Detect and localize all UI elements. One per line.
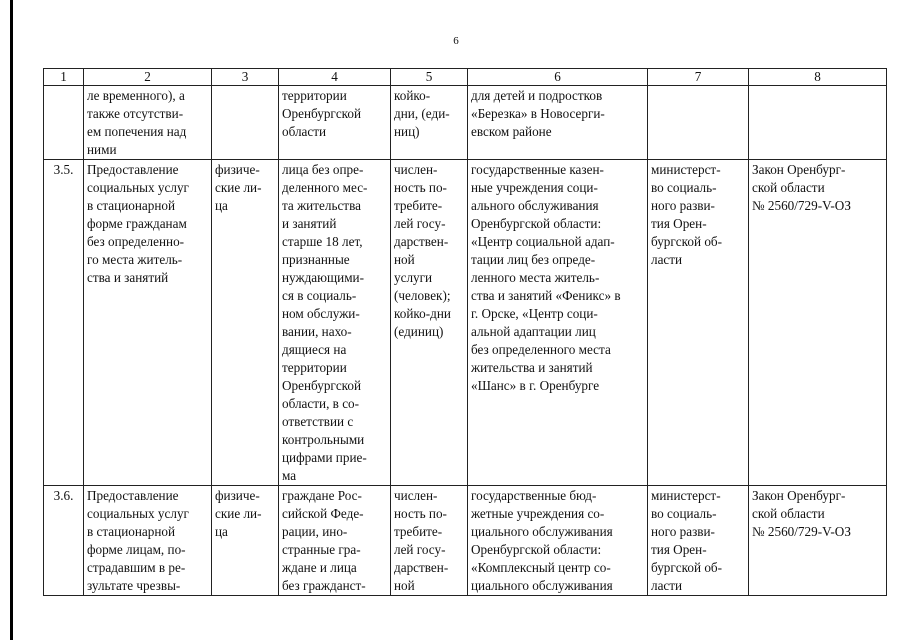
table-row-3-6 [44,486,887,596]
column-header: 5 [391,69,468,86]
table-cell-law: Закон Оренбург- ской области № 2560/729-V-ОЗ [749,486,887,596]
table-cell-recipients: физиче- ские ли- ца [212,160,279,486]
table-cell-recipients [212,86,279,160]
table-cell-recipients: физиче- ские ли- ца [212,486,279,596]
table-cell-number: 3.6. [44,486,84,596]
table-cell-law: Закон Оренбург- ской области № 2560/729-V-ОЗ [749,160,887,486]
table-cell-indicator: числен- ность по- требите- лей госу- дарствен- ной [391,486,468,596]
column-header: 6 [468,69,648,86]
column-header: 1 [44,69,84,86]
table-cell-institutions: государственные бюд- жетные учреждения со- циального обслуживания Оренбургской области: «Комплексный центр со- циального обслуживания [468,486,648,596]
column-header: 8 [749,69,887,86]
table-cell-institutions: для детей и подростков «Березка» в Новосерги- евском районе [468,86,648,160]
column-header: 4 [279,69,391,86]
table-cell-number [44,86,84,160]
table-cell-authority: министерст- во социаль- ного разви- тия Орен- бургской об- ласти [648,486,749,596]
column-header: 7 [648,69,749,86]
table-cell-category: граждане Рос- сийской Феде- рации, ино- странные гра- ждане и лица без гражданст- [279,486,391,596]
table-row-continuation [44,86,887,160]
table-row-3-5 [44,160,887,486]
page-number: 6 [453,35,459,47]
column-header: 2 [84,69,212,86]
table-cell-law [749,86,887,160]
table-cell-service: Предоставление социальных услуг в стационарной форме гражданам без определенно- го места житель- ства и занятий [84,160,212,486]
table-cell-service: Предоставление социальных услуг в стационарной форме лицам, по- страдавшим в ре- зультате чрезвы- [84,486,212,596]
table-cell-category: лица без опре- деленного мес- та жительства и занятий старше 18 лет, признанные нуждающими- ся в социаль- ном обслужи- вании, нахо- дящиеся на территории Оренбургской области, в со- ответствии с контрольными цифрами прие- ма [279,160,391,486]
column-header: 3 [212,69,279,86]
table-cell-indicator: числен- ность по- требите- лей госу- дарствен- ной услуги (человек); койко-дни (единиц) [391,160,468,486]
table-cell-category: территории Оренбургской области [279,86,391,160]
table-cell-institutions: государственные казен- ные учреждения соци- ального обслуживания Оренбургской области: «Центр социальной адап- тации лиц без опреде- ленного места житель- ства и занятий «Феникс» в г. Орске, «Центр соци- альной адаптации лиц без определенного места жительства и занятий «Шанс» в г. Оренбурге [468,160,648,486]
services-table [43,68,887,596]
table-cell-authority [648,86,749,160]
table-cell-number: 3.5. [44,160,84,486]
table-cell-service: ле временного), а также отсутстви- ем попечения над ними [84,86,212,160]
table-cell-authority: министерст- во социаль- ного разви- тия Орен- бургской об- ласти [648,160,749,486]
binding-edge [10,0,13,640]
column-header-row [44,69,887,86]
table-cell-indicator: койко- дни, (еди- ниц) [391,86,468,160]
